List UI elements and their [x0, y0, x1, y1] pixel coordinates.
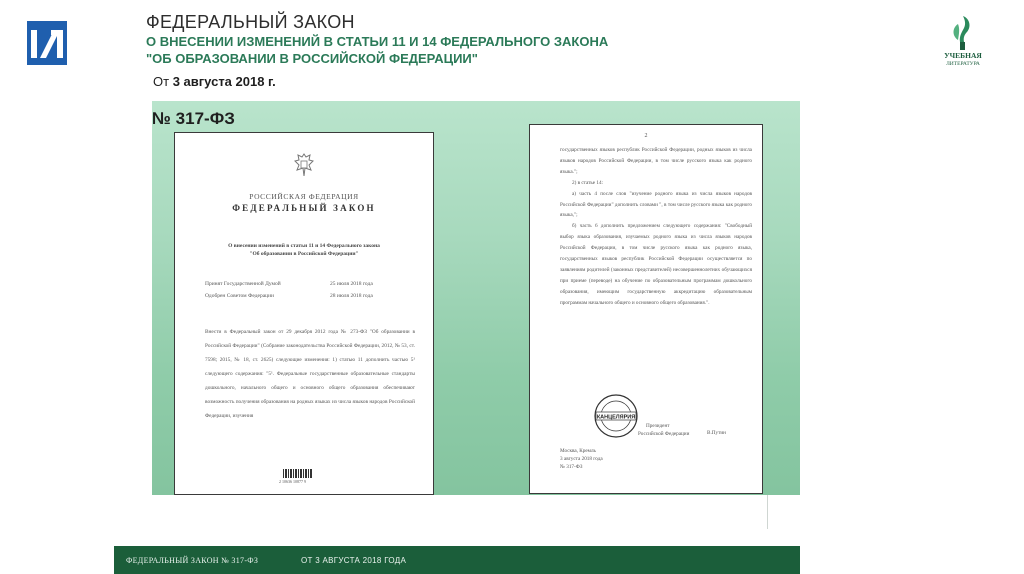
date-value: 3 августа 2018 г. [172, 74, 276, 89]
divider [767, 495, 768, 529]
document-type: ФЕДЕРАЛЬНЫЙ ЗАКОН [232, 203, 376, 213]
footer-law-title: ФЕДЕРАЛЬНЫЙ ЗАКОН № 317-ФЗ [126, 556, 259, 565]
document-page-1 [174, 132, 434, 495]
law-date [153, 74, 276, 89]
chancellery-stamp [593, 393, 639, 439]
document-page-2 [529, 124, 763, 494]
slide-header [146, 12, 906, 67]
slide-subtitle-line2: "ОБ ОБРАЗОВАНИИ В РОССИЙСКОЙ ФЕДЕРАЦИИ" [146, 51, 478, 66]
page-number: 2 [644, 133, 648, 139]
document-heading-line1: О внесении изменений в статьи 11 и 14 Федерального закона [228, 243, 380, 249]
slide-subtitle-line1: О ВНЕСЕНИИ ИЗМЕНЕНИЙ В СТАТЬИ 11 И 14 ФЕДЕРАЛЬНОГО ЗАКОНА [146, 34, 609, 49]
paragraph: 2) в статье 14: [572, 179, 604, 186]
signing-date: 3 августа 2018 года [560, 456, 603, 462]
date-prefix: От [153, 74, 170, 89]
barcode-icon [283, 469, 313, 478]
signatory-name: В.Путин [707, 430, 726, 436]
document-heading [175, 242, 433, 258]
document-country: РОССИЙСКАЯ ФЕДЕРАЦИЯ [249, 192, 359, 201]
publisher-logo-icon [27, 21, 67, 65]
brand-subtitle: ЛИТЕРАТУРА [946, 61, 980, 67]
paragraph: а) часть 4 после слов "изучение родного языка из числа языков народов Российской Федерации" дополнить словами ", в том числе русского языка как родного языка,"; [560, 190, 752, 219]
document-body-text: Внести в Федеральный закон от 29 декабря 2012 года № 273-ФЗ "Об образовании в Российской Федерации" (Собрание законодательства Российской Федерации, 2012, № 53, ст. 7598; 2015, № 18, ст. 2625) следующие изменения: 1) статью 11 дополнить частью 5¹ следующего содержания: "5¹. Федеральные государственные образовательные стандарты дошкольного, начального общего и основного общего образования обеспечивают возможность получения образования на родных языках из числа языков народов Российской Федерации, изучения [205, 329, 415, 419]
signatory-title [638, 422, 689, 438]
brand-logo [938, 14, 988, 70]
law-number: № 317-ФЗ [152, 109, 235, 128]
slide-title: ФЕДЕРАЛЬНЫЙ ЗАКОН [146, 12, 355, 32]
council-date: 28 июля 2018 года [330, 293, 373, 299]
paragraph: б) часть 6 дополнить предложением следующего содержания: "Свободный выбор языка образования, изучаемых родного языка из числа языков народов Российской Федерации, в том числе русского языка как родного языка, государственных языков республик Российской Федерации осуществляется по заявлениям родителей (законных представителей) несовершеннолетних обучающихся при приеме (переводе) на обучение по образовательным программам дошкольного образования, имеющим государственную аккредитацию образовательным программам начального общего и основного общего образования.". [560, 223, 752, 306]
signing-number: № 317-ФЗ [560, 464, 583, 470]
document-heading-line2: "Об образовании в Российской Федерации" [249, 251, 359, 257]
paragraph: государственных языков республик Российской Федерации, родных языков из числа языков народов Российской Федерации, в том числе русского языка как родного языка."; [560, 147, 752, 175]
footer-bar [114, 546, 800, 574]
coat-of-arms-icon [292, 152, 316, 178]
footer-law-date: ОТ 3 АВГУСТА 2018 ГОДА [301, 556, 407, 565]
signatory-title-line2: Российской Федерации [638, 431, 690, 437]
duma-label: Принят Государственной Думой [205, 281, 281, 287]
brand-name: УЧЕБНАЯ [944, 51, 982, 60]
document-body-text-2 [560, 145, 752, 309]
signing-place: Москва, Кремль [560, 448, 596, 454]
stamp-text: КАНЦЕЛЯРИЯ [596, 414, 636, 421]
signing-details [560, 447, 603, 471]
leaf-icon [938, 14, 988, 52]
duma-date: 25 июля 2018 года [330, 281, 373, 287]
barcode-number: 2 10636 10877 9 [279, 479, 306, 484]
signatory-title-line1: Президент [646, 423, 670, 429]
council-label: Одобрен Советом Федерации [205, 293, 274, 299]
